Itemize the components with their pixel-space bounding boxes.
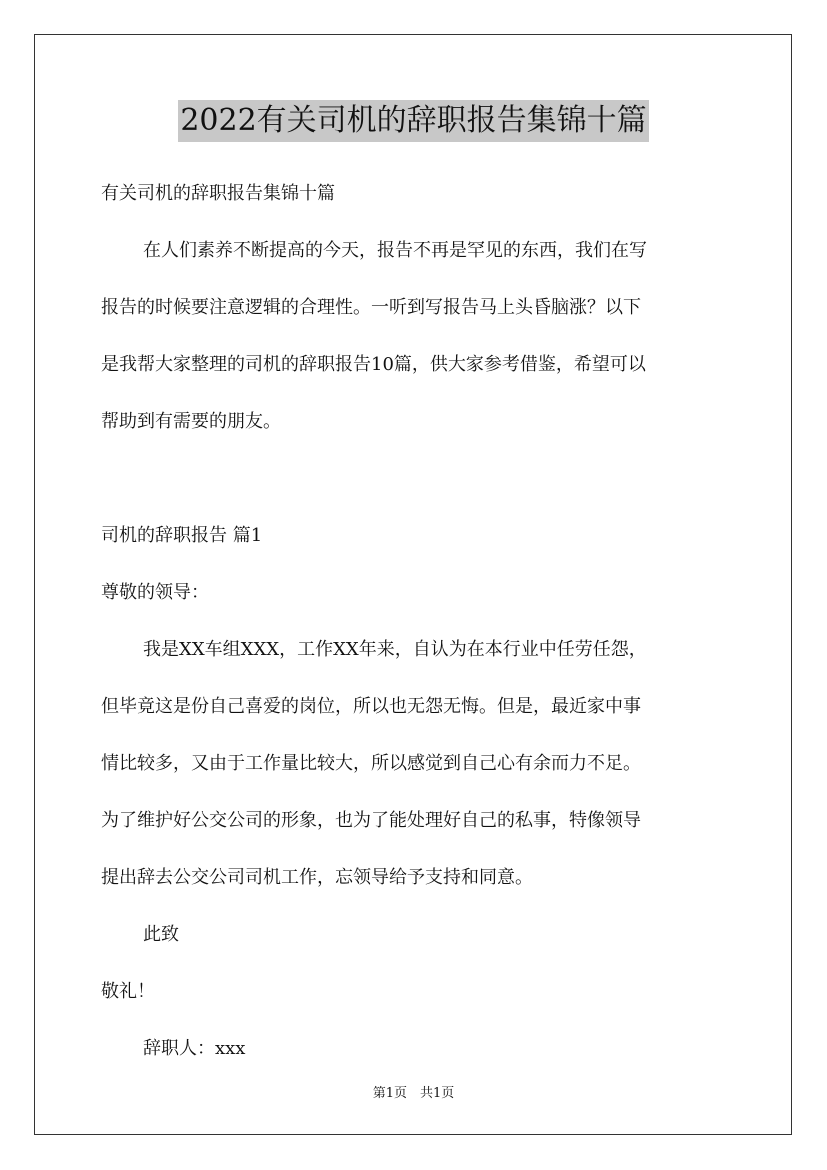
- salutation: 尊敬的领导：: [101, 582, 209, 603]
- body-line-4: 为了维护好公交公司的形象，也为了能处理好自己的私事，特像领导: [101, 810, 641, 831]
- body-line-3: 情比较多，又由于工作量比较大，所以感觉到自己心有余而力不足。: [101, 753, 641, 774]
- section-heading: 司机的辞职报告 篇1: [101, 525, 263, 546]
- closing-salute: 敬礼！: [101, 981, 155, 1002]
- intro-line-3: 是我帮大家整理的司机的辞职报告10篇，供大家参考借鉴，希望可以: [101, 354, 646, 375]
- body-line-2: 但毕竟这是份自己喜爱的岗位，所以也无怨无悔。但是，最近家中事: [101, 696, 641, 717]
- page-footer: 第1页 共1页: [372, 1086, 455, 1101]
- intro-line-4: 帮助到有需要的朋友。: [101, 411, 281, 432]
- document-body: [101, 165, 731, 1077]
- title-container: [0, 100, 827, 142]
- body-line-5: 提出辞去公交公司司机工作，忘领导给予支持和同意。: [101, 867, 533, 888]
- intro-line-2: 报告的时候要注意逻辑的合理性。一听到写报告马上头昏脑涨？以下: [101, 297, 641, 318]
- body-line-1: 我是XX车组XXX，工作XX年来，自认为在本行业中任劳任怨，: [143, 639, 647, 660]
- signature: 辞职人：xxx: [143, 1038, 246, 1059]
- document-title: 2022有关司机的辞职报告集锦十篇: [178, 100, 648, 142]
- intro-line-1: 在人们素养不断提高的今天，报告不再是罕见的东西，我们在写: [143, 240, 647, 261]
- paragraph-gap: [101, 450, 731, 507]
- closing-regards: 此致: [143, 924, 179, 945]
- document-subtitle: 有关司机的辞职报告集锦十篇: [101, 183, 335, 204]
